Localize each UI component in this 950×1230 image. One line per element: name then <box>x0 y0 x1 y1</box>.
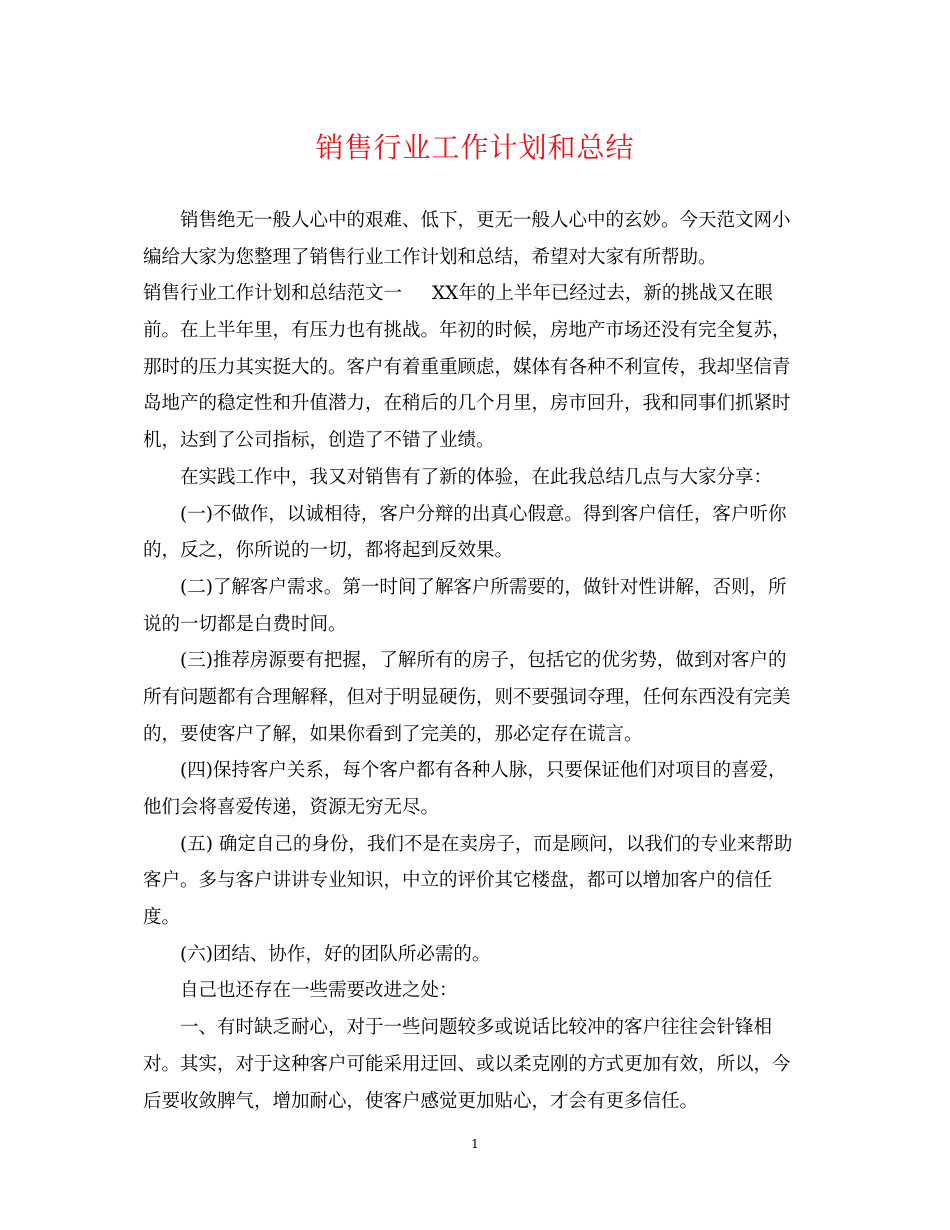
paragraph-line: (三)推荐房源要有把握，了解所有的房子，包括它的优劣势，做到对客户的 <box>180 650 787 672</box>
paragraph-line: 说的一切都是白费时间。 <box>143 613 347 635</box>
paragraph-line: 后要收敛脾气，增加耐心，使客户感觉更加贴心，才会有更多信任。 <box>143 1090 699 1112</box>
paragraph-line: 一、有时缺乏耐心，对于一些问题较多或说话比较冲的客户往往会针锋相 <box>180 1017 773 1039</box>
paragraph-line: 所有问题都有合理解释，但对于明显硬伤，则不要强词夺理，任何东西没有完美 <box>143 686 791 708</box>
paragraph-line: 那时的压力其实挺大的。客户有着重重顾虑，媒体有各种不利宣传，我却坚信青 <box>143 356 791 378</box>
paragraph-line: 在实践工作中，我又对销售有了新的体验，在此我总结几点与大家分享： <box>180 466 773 488</box>
document-body <box>143 203 810 1120</box>
paragraph-line: 度。 <box>143 907 181 929</box>
paragraph-text: XX年的上半年已经过去，新的挑战又在眼 <box>432 283 773 305</box>
page-number: 1 <box>471 1137 479 1151</box>
paragraph-line: 销售绝无一般人心中的艰难、低下，更无一般人心中的玄妙。今天范文网小 <box>180 210 791 231</box>
paragraph-line <box>143 276 810 313</box>
paragraph-line: 机，达到了公司指标，创造了不错了业绩。 <box>143 430 495 452</box>
paragraph-line: 对。其实，对于这种客户可能采用迂回、或以柔克刚的方式更加有效，所以，今 <box>143 1053 791 1075</box>
paragraph-line: (四)保持客户关系，每个客户都有各种人脉，只要保证他们对项目的喜爱， <box>180 760 787 782</box>
paragraph-line: (五) 确定自己的身份，我们不是在卖房子，而是顾问，以我们的专业来帮助 <box>180 833 793 855</box>
paragraph-line: 客户。多与客户讲讲专业知识，中立的评价其它楼盘，都可以增加客户的信任 <box>143 870 773 892</box>
paragraph-line: 岛地产的稳定性和升值潜力，在稍后的几个月里，房市回升，我和同事们抓紧时 <box>143 393 791 415</box>
paragraph-line: 的，反之，你所说的一切，都将起到反效果。 <box>143 540 514 562</box>
section-heading: 销售行业工作计划和总结范文一 <box>143 283 403 305</box>
paragraph-line: (一)不做作，以诚相待，客户分辩的出真心假意。得到客户信任，客户听你 <box>180 503 787 525</box>
paragraph-line: 的，要使客户了解，如果你看到了完美的，那必定存在谎言。 <box>143 723 643 745</box>
paragraph-line: 编给大家为您整理了销售行业工作计划和总结，希望对大家有所帮助。 <box>143 246 717 268</box>
paragraph-line: 他们会将喜爱传递，资源无穷无尽。 <box>143 797 440 818</box>
document-title: 销售行业工作计划和总结 <box>315 131 635 164</box>
paragraph-line: (二)了解客户需求。第一时间了解客户所需要的，做针对性讲解，否则，所 <box>180 576 787 598</box>
paragraph-line: 前。在上半年里，有压力也有挑战。年初的时候，房地产市场还没有完全复苏， <box>143 320 791 342</box>
paragraph-line: 自己也还存在一些需要改进之处： <box>180 980 458 1002</box>
paragraph-line: (六)团结、协作，好的团队所必需的。 <box>180 943 491 965</box>
